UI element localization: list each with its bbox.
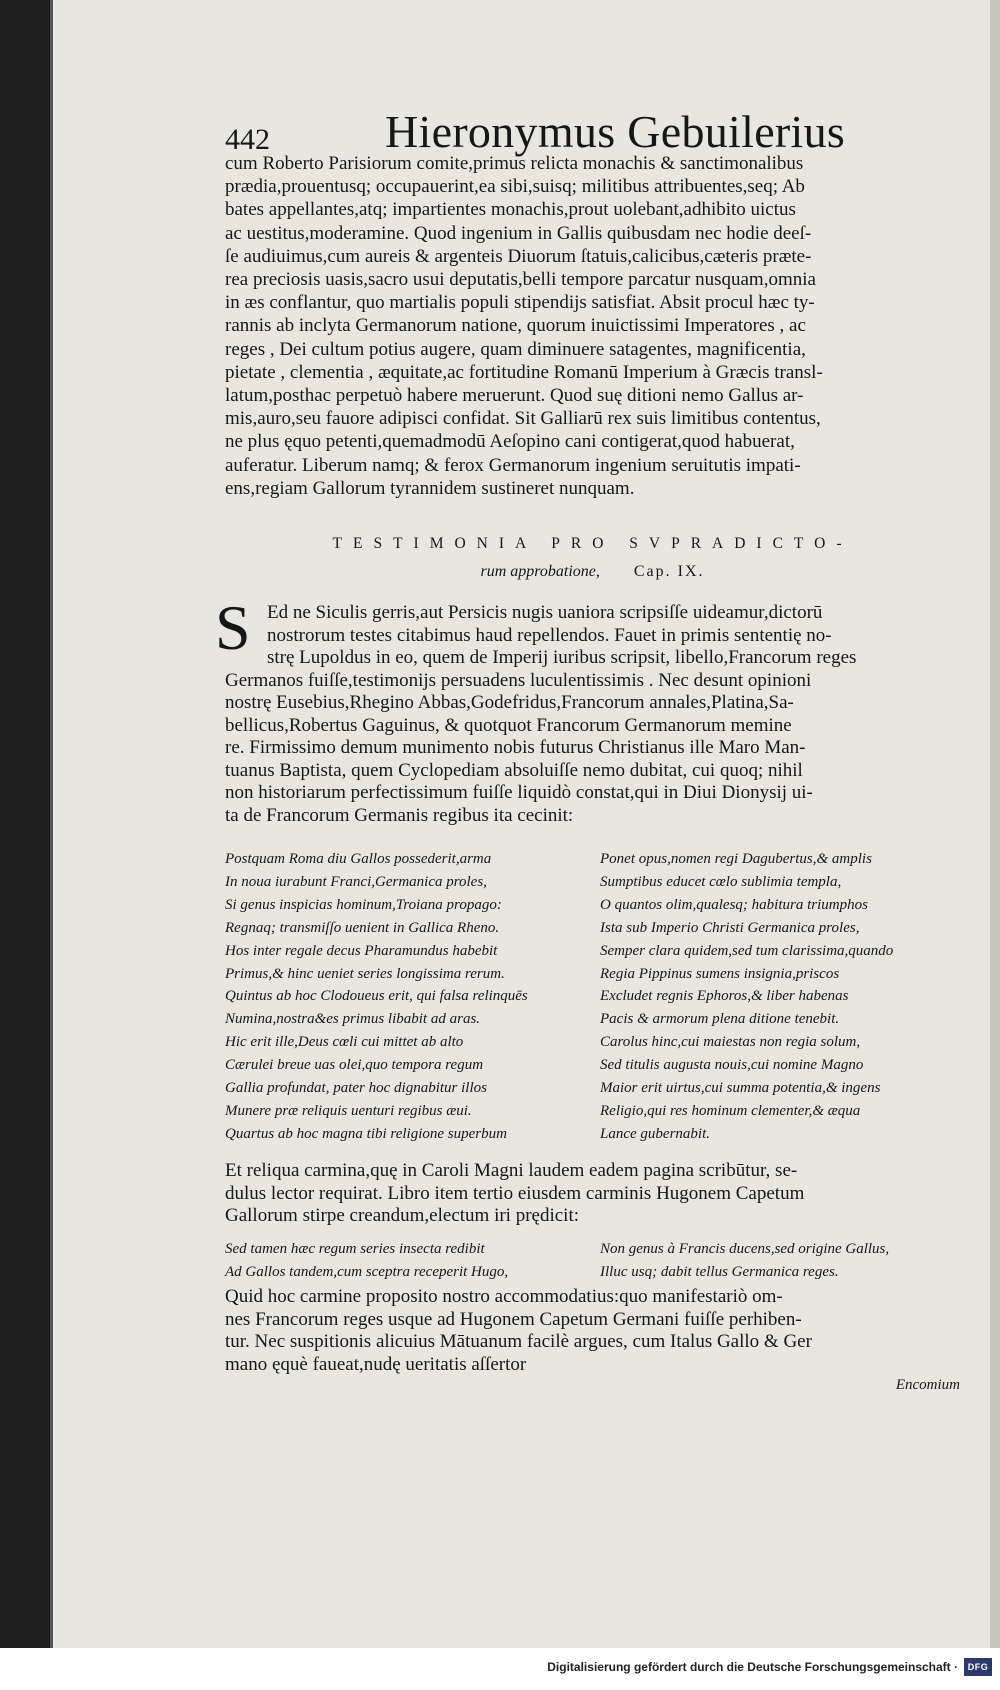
verse-column-right <box>600 1238 950 1284</box>
verse-line: Excludet regnis Ephoros,& liber habenas <box>600 988 849 1005</box>
text-line: Et reliqua carmina,quę in Caroli Magni laudem eadem pagina scribūtur, se- <box>225 1160 798 1181</box>
verse-line: Illuc usq; dabit tellus Germanica reges. <box>600 1263 839 1280</box>
chapter-heading: TESTIMONIA PRO SVPRADICTO- <box>332 535 853 552</box>
verse-line: Hos inter regale decus Pharamundus habebit <box>225 942 498 959</box>
verse-line: Si genus inspicias hominum,Troiana propago: <box>225 896 502 913</box>
text-line: strę Lupoldus in eo, quem de Imperij iuribus scripsit, libello,Francorum reges <box>267 647 857 668</box>
verse-line: Sumptibus educet cœlo sublimia templa, <box>600 873 842 890</box>
text-line: dulus lector requirat. Libro item tertio eiusdem carminis Hugonem Capetum <box>225 1182 805 1204</box>
verse-line: Sed tamen hæc regum series insecta redibit <box>225 1241 485 1257</box>
verse-line: Quartus ab hoc magna tibi religione superbum <box>225 1125 507 1142</box>
verse-line: Lance gubernabit. <box>600 1125 710 1142</box>
paragraph-3 <box>225 1160 960 1228</box>
text-line: ſe audiuimus,cum aureis & argenteis Diuorum ſtatuis,calicibus,cæteris præte- <box>225 245 812 267</box>
text-line: Gallorum stirpe creandum,electum iri prędicit: <box>225 1205 580 1226</box>
verse-line: Primus,& hinc ueniet series longissima rerum. <box>225 965 505 982</box>
text-line: ne plus ęquo petenti,quemadmodū Aeſopino cani contigerat,quod habuerat, <box>225 431 795 453</box>
verse-column-right <box>600 848 950 1146</box>
text-line: Quid hoc carmine proposito nostro accommodatius:quo manifestariò om- <box>225 1286 783 1307</box>
catchword: Encomium <box>895 1377 960 1393</box>
verse-line: Gallia profundat, pater hoc dignabitur illos <box>225 1080 487 1097</box>
text-line: tur. Nec suspitionis alicuius Mātuanum facilè argues, cum Italus Gallo & Ger <box>225 1331 812 1352</box>
text-line: non historiarum perfectissimum fuiſſe liquidò constat,qui in Diui Dionysij ui- <box>225 782 813 803</box>
chapter-number: Cap. IX. <box>633 563 705 580</box>
page-number: 442 <box>225 123 270 156</box>
verse-line: Sed titulis augusta nouis,cui nomine Magno <box>600 1057 864 1074</box>
verse-line: Religio,qui res hominum clementer,& æqua <box>600 1102 861 1119</box>
verse-line: Ponet opus,nomen regi Dagubertus,& amplis <box>600 851 872 867</box>
chapter-subheading <box>225 563 960 581</box>
page-edge-left <box>50 0 53 1648</box>
text-line: latum,posthac perpetuò habere meruerunt. Quod suę ditioni nemo Gallus ar- <box>225 385 804 407</box>
text-line: rea preciosis uasis,sacro usui deputatis,belli tempore parcatur nusquam,omnia <box>225 269 816 291</box>
text-line: Ed ne Siculis gerris,aut Persicis nugis uaniora scripsiſſe uideamur,dictorū <box>267 602 823 623</box>
text-line: nes Francorum reges usque ad Hugonem Capetum Germani fuiſſe perhiben- <box>225 1308 802 1330</box>
text-line: in æs conflantur, quo martialis populi stipendijs satisfiat. Absit procul hæc ty- <box>225 292 815 314</box>
text-line: mano ęquè faueat,nudę ueritatis aſſertor <box>225 1353 527 1375</box>
verse-line: Regia Pippinus sumens insignia,priscos <box>600 965 840 982</box>
verse-line: Hic erit ille,Deus cœli cui mittet ab alto <box>225 1034 464 1051</box>
text-line: auferatur. Liberum namq; & ferox Germanorum ingenium seruitutis impati- <box>225 454 801 476</box>
verse-line: Cærulei breue uas olei,quo tempora regum <box>225 1057 484 1074</box>
paragraph-2 <box>225 602 960 827</box>
verse-line: Carolus hinc,cui maiestas non regia solum, <box>600 1034 861 1051</box>
funding-credit: Digitalisierung gefördert durch die Deutsche Forschungsgemeinschaft · <box>547 1660 958 1674</box>
text-line: rannis ab inclyta Germanorum natione, quorum inuictissimi Imperatores , ac <box>225 315 806 337</box>
text-line: ta de Francorum Germanis regibus ita cecinit: <box>225 804 574 826</box>
text-line: bates appellantes,atq; impartientes monachis,prout uolebant,adhibito uictus <box>225 199 796 221</box>
verse-line: Munere præ reliquis uenturi regibus æui. <box>225 1102 472 1119</box>
text-line: nostrę Eusebius,Rhegino Abbas,Godefridus,Francorum annales,Platina,Sa- <box>225 692 794 713</box>
text-line: pietate , clementia , æquitate,ac fortitudine Romanū Imperium à Græcis transl- <box>225 361 823 383</box>
text-line: cum Roberto Parisiorum comite,primus relicta monachis & sanctimonalibus <box>225 153 804 174</box>
verse-line: Quintus ab hoc Clodoueus erit, qui falsa relinquēs <box>225 988 528 1005</box>
text-line: Germanos fuiſſe,testimonijs persuadens luculentissimis . Nec desunt opinioni <box>225 669 812 691</box>
running-title: Hieronymus Gebuilerius <box>385 106 846 157</box>
verse-line: Numina,nostra&es primus libabit ad aras. <box>225 1011 481 1028</box>
text-line: bellicus,Robertus Gaguinus, & quotquot Francorum Germanorum memine <box>225 714 792 736</box>
verse-column-left <box>225 848 575 1146</box>
verse-line: Ista sub Imperio Christi Germanica proles, <box>600 919 860 936</box>
text-line: ens,regiam Gallorum tyrannidem sustineret nunquam. <box>225 477 635 499</box>
verse-line: Postquam Roma diu Gallos possederit,arma <box>225 851 492 867</box>
dfg-logo-icon: DFG <box>964 1658 992 1676</box>
text-line: nostrorum testes citabimus haud repellendos. Fauet in primis sententię no- <box>267 624 832 646</box>
page-edge-right <box>990 0 1000 1648</box>
verse-column-left <box>225 1238 575 1284</box>
text-line: reges , Dei cultum potius augere, quam diminuere satagentes, magnificentia, <box>225 338 806 360</box>
verse-line: O quantos olim,qualesq; habitura triumphos <box>600 896 868 913</box>
chapter-subheading-text: rum approbatione, <box>480 563 600 580</box>
drop-cap: S <box>215 592 251 663</box>
text-line: tuanus Baptista, quem Cyclopediam absoluiſſe nemo dubitat, cui quoq; nihil <box>225 759 803 781</box>
text-line: prædia,prouentusq; occupauerint,ea sibi,suisq; militibus attribuentes,seq; Ab <box>225 176 805 198</box>
verse-line: Non genus à Francis ducens,sed origine Gallus, <box>600 1241 890 1257</box>
text-line: re. Firmissimo demum munimento nobis futurus Christianus ille Maro Man- <box>225 737 806 758</box>
verse-line: Regnaq; transmiſſo uenient in Gallica Rheno. <box>225 919 500 936</box>
verse-line: Pacis & armorum plena ditione tenebit. <box>600 1011 840 1028</box>
verse-line: Maior erit uirtus,cui summa potentia,& ingens <box>600 1080 881 1097</box>
text-line: ac uestitus,moderamine. Quod ingenium in Gallis quibusdam nec hodie deeſ- <box>225 222 812 244</box>
verse-line: Semper clara quidem,sed tum clarissima,quando <box>600 942 894 959</box>
footer-bar <box>0 1648 1000 1690</box>
text-line: mis,auro,seu fauore adipisci confidat. Sit Galliarū rex suis limitibus contentus, <box>225 408 821 430</box>
paragraph-4 <box>225 1286 960 1376</box>
verse-line: Ad Gallos tandem,cum sceptra receperit Hugo, <box>225 1263 509 1280</box>
verse-line: In noua iurabunt Franci,Germanica proles, <box>225 873 487 890</box>
paragraph-1 <box>225 152 960 500</box>
